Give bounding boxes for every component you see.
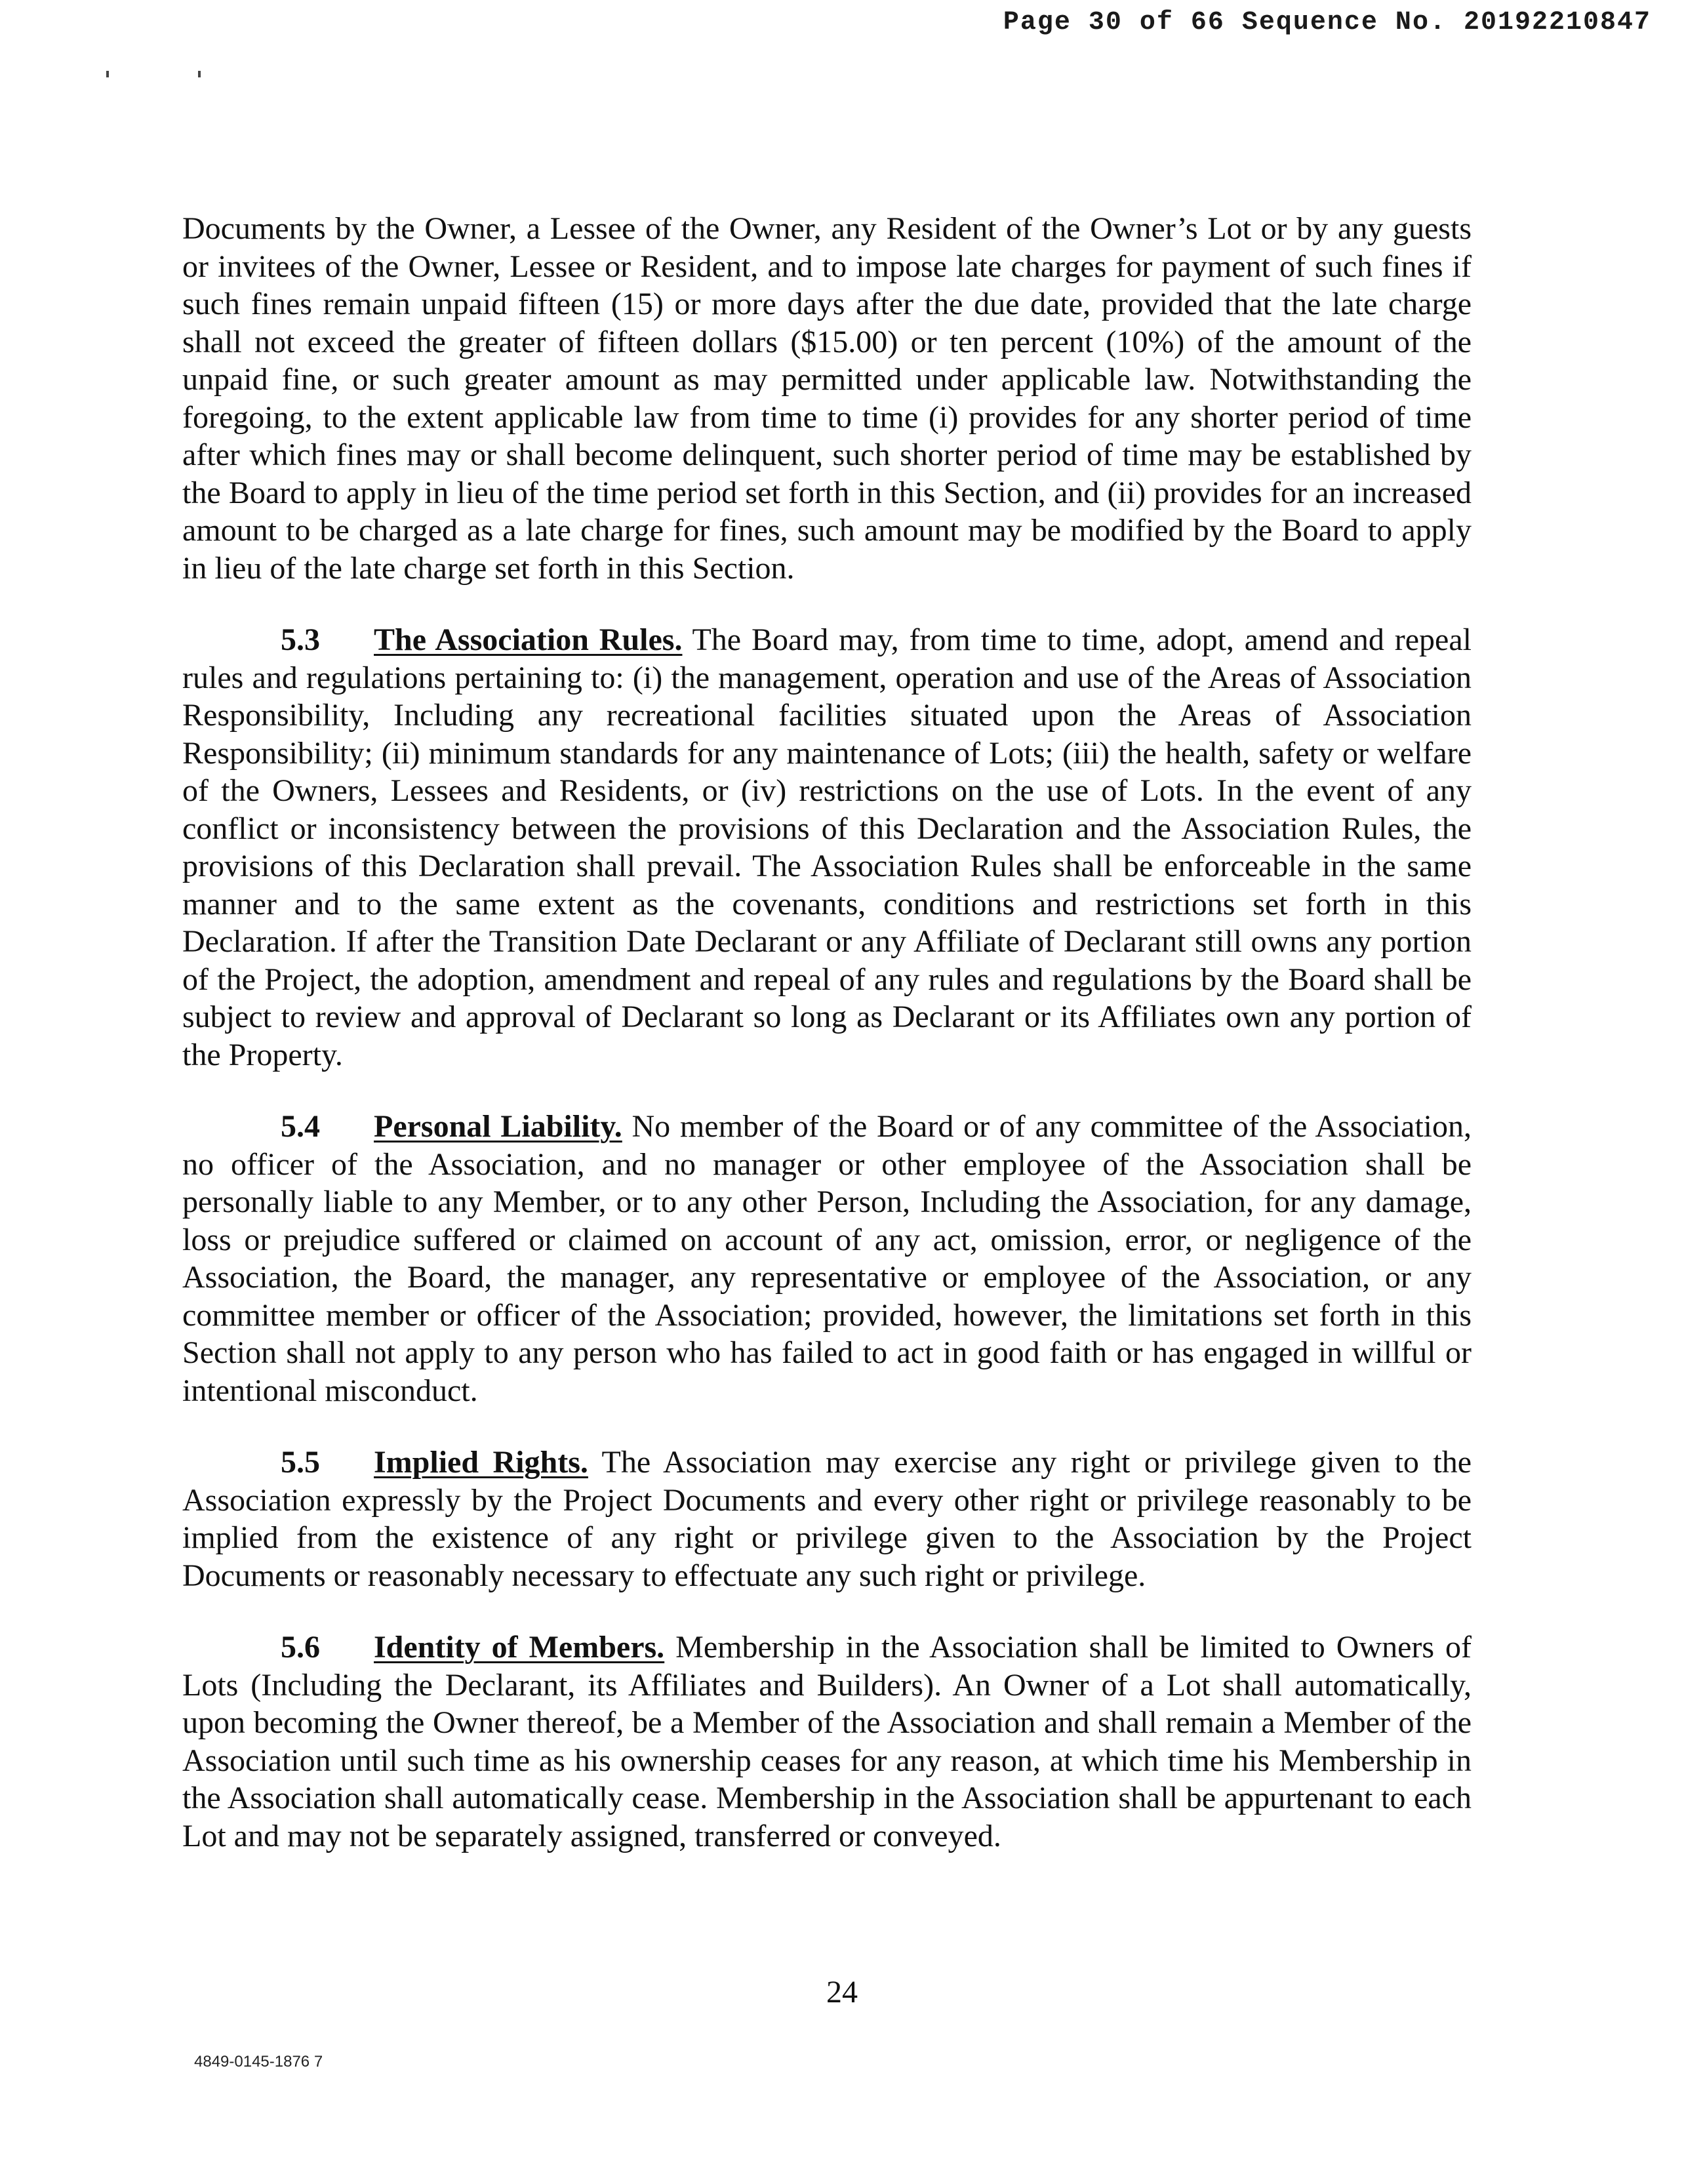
section-5-6: [182, 1628, 1472, 1855]
section-5-5: [182, 1444, 1472, 1594]
document-id: 4849-0145-1876 7: [194, 2053, 323, 2071]
section-number: 5.6: [281, 1630, 320, 1665]
scan-mark: [106, 71, 109, 77]
section-number: 5.5: [281, 1445, 320, 1480]
section-title: Implied Rights.: [374, 1445, 588, 1480]
intro-paragraph: Documents by the Owner, a Lessee of the Owner, any Resident of the Owner’s Lot or by any guests or invitees of the Owner, Lessee or Resident, and to impose late charges for payment of such fines if such fines remain unpaid fifteen (15) or more days after the due date, provided that the late charge shall not exceed the greater of fifteen dollars ($15.00) or ten percent (10%) of the amount of the unpaid fine, or such greater amount as may permitted under applicable law. Notwithstanding the foregoing, to the extent applicable law from time to time (i) provides for any shorter period of time after which fines may or shall become delinquent, such shorter period of time may be established by the Board to apply in lieu of the time period set forth in this Section, and (ii) provides for an increased amount to be charged as a late charge for fines, such amount may be modified by the Board to apply in lieu of the late charge set forth in this Section.: [182, 211, 1472, 586]
section-number: 5.4: [281, 1109, 320, 1144]
section-5-4: [182, 1108, 1472, 1409]
section-text: Membership in the Association shall be limited to Owners of Lots (Including the Declarant, its Affiliates and Builders). An Owner of a Lot shall automatically, upon becoming the Owner thereof, be a Member of the Association and shall remain a Member of the Association until such time as his ownership ceases for any reason, at which time his Membership in the Association shall automatically cease. Membership in the Association shall be appurtenant to each Lot and may not be separately assigned, transferred or conveyed.: [182, 1630, 1472, 1853]
section-number: 5.3: [281, 622, 320, 657]
section-text: No member of the Board or of any committee of the Association, no officer of the Association, and no manager or other employee of the Association shall be personally liable to any Member, or to any other Person, Including the Association, for any damage, loss or prejudice suffered or claimed on account of any act, omission, error, or negligence of the Association, the Board, the manager, any representative or employee of the Association, or any committee member or officer of the Association; provided, however, the limitations set forth in this Section shall not apply to any person who has failed to act in good faith or has engaged in willful or intentional misconduct.: [182, 1109, 1472, 1408]
section-title: The Association Rules.: [374, 622, 683, 657]
section-5-3: [182, 621, 1472, 1074]
section-text: The Association may exercise any right or privilege given to the Association expressly by the Project Documents and every other right or privilege reasonably to be implied from the existence of any right or privilege given to the Association by the Project Documents or reasonably necessary to effectuate any such right or privilege.: [182, 1445, 1472, 1593]
recording-stamp: Page 30 of 66 Sequence No. 20192210847: [1003, 8, 1651, 37]
section-title: Personal Liability.: [374, 1109, 622, 1144]
page-number: 24: [826, 1975, 858, 2010]
section-title: Identity of Members.: [374, 1630, 665, 1665]
scan-mark: [198, 71, 201, 77]
section-text: The Board may, from time to time, adopt, amend and repeal rules and regulations pertaining to: (i) the management, operation and use of the Areas of Association Responsibility, Including any recreational facilities situated upon the Areas of Association Responsibility; (ii) minimum standards for any maintenance of Lots; (iii) the health, safety or welfare of the Owners, Lessees and Residents, or (iv) restrictions on the use of Lots. In the event of any conflict or inconsistency between the provisions of this Declaration and the Association Rules, the provisions of this Declaration shall prevail. The Association Rules shall be enforceable in the same manner and to the same extent as the covenants, conditions and restrictions set forth in this Declaration. If after the Transition Date Declarant or any Affiliate of Declarant still owns any portion of the Project, the adoption, amendment and repeal of any rules and regulations by the Board shall be subject to review and approval of Declarant so long as Declarant or its Affiliates own any portion of the Property.: [182, 622, 1472, 1072]
document-body: [182, 210, 1472, 1889]
